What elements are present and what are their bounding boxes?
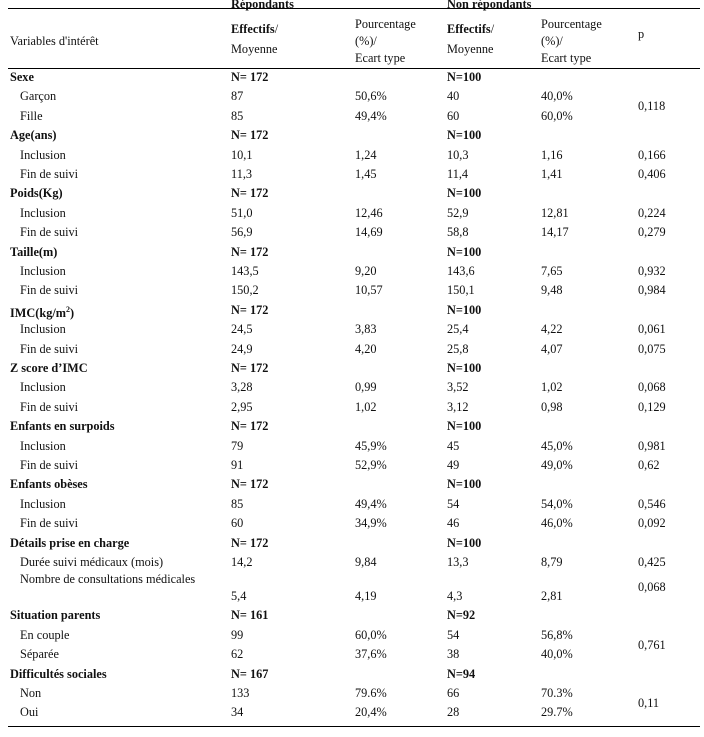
cell-effectif-repondants: 3,28 [231,380,253,395]
cell-pct-repondants: 49,4% [355,496,387,511]
cell-pct-non-repondants: 4,22 [541,322,563,337]
section-label-superscript: 2 [66,304,71,314]
row-label: Inclusion [20,264,66,278]
header-p: p [638,27,645,41]
section-label: Age(ans) [10,128,57,143]
cell-pct-non-repondants: 40,0% [541,647,573,662]
header-effectifs-bold: Effectifs [447,22,491,36]
section-n-non-repondants: N=100 [447,186,482,201]
cell-pct-repondants: 1,02 [355,399,377,414]
section-n-repondants: N= 172 [231,128,269,143]
cell-pct-non-repondants: 40,0% [541,89,573,104]
header-ecart-type-1: Ecart type [355,51,406,65]
cell-p-value: 0,075 [638,341,666,356]
cell-pct-repondants: 79.6% [355,686,387,700]
row-label: Fin de suivi [20,167,79,181]
row-label: Non [20,686,42,700]
cell-effectif-non-repondants: 28 [447,705,460,720]
cell-pct-repondants: 1,45 [355,167,377,181]
cell-effectif-non-repondants: 10,3 [447,147,469,162]
cell-p-value: 0,981 [638,438,666,453]
row-label: En couple [20,627,70,642]
cell-effectif-repondants: 85 [231,108,244,123]
cell-effectif-non-repondants: 4,3 [447,589,463,604]
cell-pct-repondants: 4,19 [355,589,377,604]
section-n-repondants: N= 172 [231,244,269,259]
cell-pct-repondants: 9,84 [355,555,377,569]
cell-p-value: 0,166 [638,147,666,162]
section-n-repondants: N= 172 [231,535,269,550]
section-n-non-repondants: N=94 [447,666,476,681]
cell-effectif-non-repondants: 45 [447,438,460,453]
header-group-rule-1 [8,8,700,9]
cell-pct-repondants: 9,20 [355,264,377,278]
cell-effectif-repondants: 85 [231,496,244,511]
cell-effectif-repondants: 24,5 [231,322,253,337]
section-n-repondants: N= 172 [231,302,269,317]
cell-pct-repondants: 50,6% [355,89,387,104]
cell-pct-repondants: 37,6% [355,647,387,662]
cell-effectif-non-repondants: 38 [447,647,460,662]
section-label-text: IMC(kg/m [10,305,67,320]
cell-effectif-repondants: 56,9 [231,225,253,240]
row-label: Fin de suivi [20,516,79,531]
cell-pct-non-repondants: 9,48 [541,283,563,298]
cell-pct-non-repondants: 1,41 [541,167,563,181]
section-label-end: ) [70,305,75,320]
cell-effectif-non-repondants: 66 [447,686,460,700]
cell-pct-repondants: 0,99 [355,380,377,395]
section-label: Enfants obèses [10,477,88,492]
cell-pct-non-repondants: 60,0% [541,108,573,123]
cell-effectif-non-repondants: 11,4 [447,167,469,181]
row-label: Inclusion [20,496,66,511]
cell-effectif-non-repondants: 46 [447,516,460,531]
section-label: Poids(Kg) [10,186,63,201]
cell-pct-non-repondants: 4,07 [541,341,563,356]
section-n-non-repondants: N=100 [447,477,482,492]
cell-pct-non-repondants: 7,65 [541,264,563,278]
cell-p-value: 0,129 [638,399,666,414]
section-n-non-repondants: N=100 [447,419,482,434]
section-label: Taille(m) [10,244,58,259]
row-label: Fin de suivi [20,399,79,414]
cell-pct-non-repondants: 54,0% [541,496,573,511]
section-n-repondants: N= 172 [231,186,269,201]
row-label: Nombre de consultations médicales [20,572,196,587]
section-n-repondants: N= 172 [231,361,269,375]
row-label: Durée suivi médicaux (mois) [20,555,164,569]
cell-effectif-repondants: 24,9 [231,341,253,356]
section-n-repondants: N= 167 [231,666,269,681]
cell-pct-non-repondants: 49,0% [541,458,573,472]
cell-pct-non-repondants: 2,81 [541,589,563,604]
section-n-repondants: N= 172 [231,477,269,492]
cell-p-value-merged: 0,068 [638,580,666,595]
cell-pct-non-repondants: 1,16 [541,147,563,162]
header-group-non-repondants: Non répondants [447,0,532,11]
section-n-non-repondants: N=92 [447,608,476,623]
cell-effectif-repondants: 5,4 [231,589,247,604]
cell-effectif-non-repondants: 60 [447,108,460,123]
header-bottom-rule [8,68,700,69]
section-n-non-repondants: N=100 [447,535,482,550]
cell-p-value: 0,984 [638,283,666,298]
cell-pct-repondants: 14,69 [355,225,383,240]
cell-effectif-repondants: 2,95 [231,399,253,414]
cell-pct-non-repondants: 45,0% [541,438,573,453]
cell-pct-repondants: 20,4% [355,705,387,720]
header-ecart-type-2: Ecart type [541,51,592,65]
header-effectifs-1 [231,22,278,36]
cell-p-value: 0,425 [638,555,666,569]
cell-effectif-repondants: 10,1 [231,147,253,162]
section-n-repondants: N= 172 [231,419,269,434]
cell-pct-non-repondants: 0,98 [541,399,563,414]
row-label: Fin de suivi [20,458,79,472]
row-label: Inclusion [20,322,66,337]
section-label: Situation parents [10,608,101,623]
cell-p-value-merged: 0,118 [638,99,666,114]
row-label: Inclusion [20,380,66,395]
cell-effectif-repondants: 79 [231,438,244,453]
section-label: Sexe [10,70,34,84]
cell-effectif-non-repondants: 40 [447,89,460,104]
header-pct-sign-2: (%)/ [541,34,563,48]
section-label: Enfants en surpoids [10,419,115,434]
row-label: Inclusion [20,205,66,220]
cell-effectif-repondants: 133 [231,686,250,700]
row-label: Garçon [20,89,57,104]
cell-pct-repondants: 4,20 [355,341,377,356]
table-bottom-rule [8,726,700,727]
section-n-non-repondants: N=100 [447,361,482,375]
cell-p-value: 0,406 [638,167,666,181]
row-label: Inclusion [20,147,66,162]
section-label: Z score d’IMC [10,361,88,375]
cell-pct-repondants: 1,24 [355,147,377,162]
cell-pct-repondants: 12,46 [355,205,383,220]
cell-effectif-non-repondants: 13,3 [447,555,469,569]
cell-p-value-merged: 0,761 [638,637,666,652]
section-n-non-repondants: N=100 [447,128,482,143]
header-effectifs-bold: Effectifs [231,22,275,36]
cell-effectif-non-repondants: 25,8 [447,341,469,356]
row-label: Oui [20,705,39,720]
cell-pct-non-repondants: 14,17 [541,225,569,240]
section-label: Difficultés sociales [10,666,107,681]
cell-pct-repondants: 3,83 [355,322,377,337]
cell-effectif-non-repondants: 52,9 [447,205,469,220]
cell-pct-non-repondants: 46,0% [541,516,573,531]
cell-p-value: 0,061 [638,322,666,337]
cell-p-value: 0,279 [638,225,666,240]
section-n-non-repondants: N=100 [447,302,482,317]
cell-pct-repondants: 52,9% [355,458,387,472]
cell-effectif-repondants: 34 [231,705,244,720]
cell-pct-non-repondants: 56,8% [541,627,573,642]
cell-effectif-non-repondants: 25,4 [447,322,469,337]
cell-pct-repondants: 10,57 [355,283,383,298]
cell-p-value: 0,62 [638,458,660,472]
cell-pct-repondants: 45,9% [355,438,387,453]
section-n-repondants: N= 161 [231,608,269,623]
section-label [10,303,74,320]
header-moyenne-1: Moyenne [231,42,278,56]
cell-p-value: 0,546 [638,496,666,511]
section-n-non-repondants: N=100 [447,70,482,84]
cell-pct-repondants: 49,4% [355,108,387,123]
header-moyenne-2: Moyenne [447,42,494,56]
cell-effectif-repondants: 14,2 [231,555,253,569]
row-label: Fin de suivi [20,283,79,298]
cell-pct-non-repondants: 29.7% [541,705,573,720]
cell-effectif-non-repondants: 3,52 [447,380,469,395]
cell-effectif-repondants: 150,2 [231,283,259,298]
cell-effectif-non-repondants: 143,6 [447,264,475,278]
header-pourcentage-1: Pourcentage [355,17,416,31]
row-label: Inclusion [20,438,66,453]
cell-p-value: 0,068 [638,380,666,395]
cell-pct-non-repondants: 1,02 [541,380,563,395]
header-effectifs-2 [447,22,494,36]
section-label: Détails prise en charge [10,535,130,550]
cell-p-value-merged: 0,11 [638,695,660,710]
cell-effectif-non-repondants: 54 [447,496,460,511]
section-n-repondants: N= 172 [231,70,269,84]
cell-effectif-repondants: 62 [231,647,244,662]
header-pct-sign-1: (%)/ [355,34,377,48]
cell-effectif-repondants: 91 [231,458,244,472]
header-variables: Variables d'intérêt [10,34,99,48]
header-effectifs-slash: / [274,22,279,36]
header-effectifs-slash: / [490,22,495,36]
row-label: Fin de suivi [20,225,79,240]
cell-p-value: 0,932 [638,264,666,278]
cell-effectif-repondants: 11,3 [231,167,253,181]
cell-p-value: 0,224 [638,205,666,220]
row-label: Fille [20,108,43,123]
cell-effectif-non-repondants: 54 [447,627,460,642]
cell-effectif-non-repondants: 3,12 [447,399,469,414]
cell-effectif-repondants: 143,5 [231,264,259,278]
cell-effectif-repondants: 99 [231,627,244,642]
cell-pct-non-repondants: 70.3% [541,686,573,700]
cell-p-value: 0,092 [638,516,666,531]
cell-effectif-repondants: 51,0 [231,205,253,220]
cell-effectif-non-repondants: 150,1 [447,283,475,298]
cell-effectif-non-repondants: 58,8 [447,225,469,240]
header-pourcentage-2: Pourcentage [541,17,602,31]
cell-pct-non-repondants: 8,79 [541,555,563,569]
cell-effectif-repondants: 87 [231,89,244,104]
cell-pct-repondants: 34,9% [355,516,387,531]
header-group-repondants: Répondants [231,0,294,11]
row-label: Fin de suivi [20,341,79,356]
cell-pct-repondants: 60,0% [355,627,387,642]
cell-effectif-non-repondants: 49 [447,458,460,472]
row-label: Séparée [20,647,59,662]
section-n-non-repondants: N=100 [447,244,482,259]
cell-effectif-repondants: 60 [231,516,244,531]
cell-pct-non-repondants: 12,81 [541,205,569,220]
